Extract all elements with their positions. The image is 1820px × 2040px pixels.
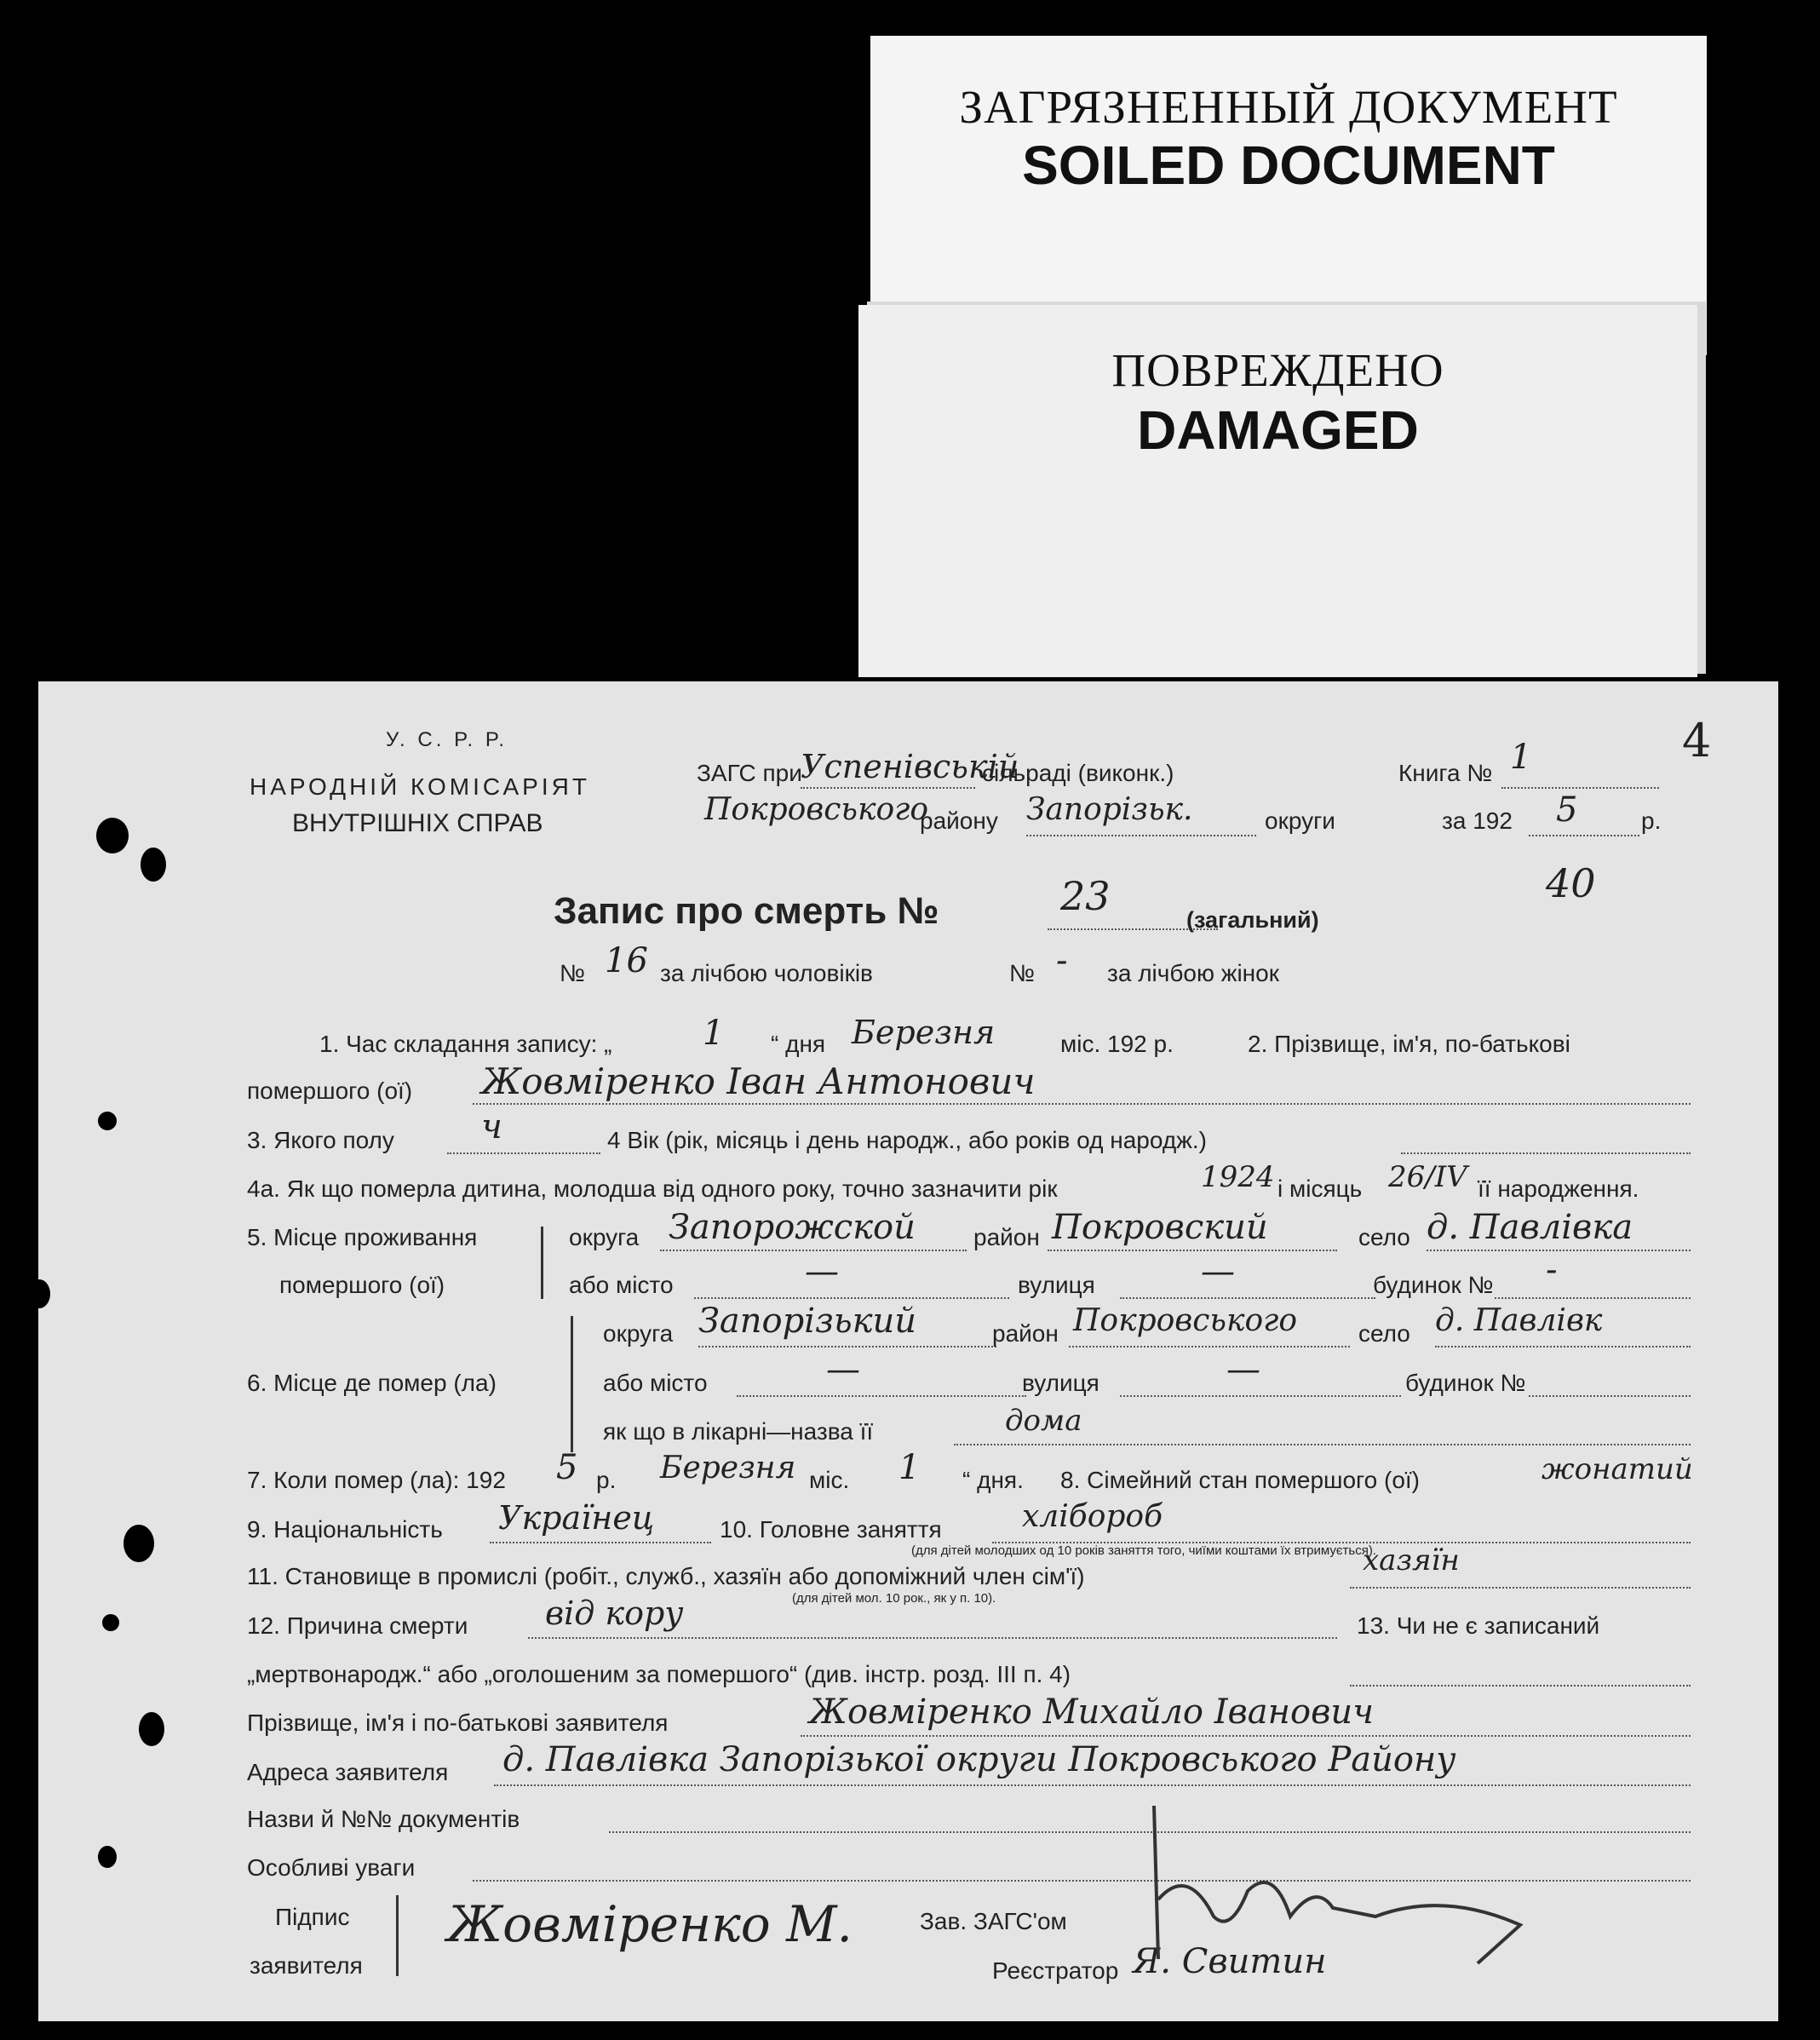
field-5-house-label: будинок № — [1373, 1272, 1494, 1298]
field-6-raion-value: Покровського — [1073, 1303, 1298, 1338]
okrug-value: Запорізьк. — [1026, 792, 1193, 827]
year-prefix: за 192 — [1442, 807, 1513, 834]
record-number: 23 — [1060, 873, 1111, 919]
okrug-label: округи — [1265, 807, 1335, 834]
punch-hole — [98, 1112, 117, 1130]
punch-hole — [139, 1712, 164, 1746]
field-7-dnya: “ дня. — [962, 1467, 1024, 1493]
field-5-raion-value: Покровский — [1052, 1208, 1268, 1247]
men-number: 16 — [605, 941, 648, 980]
field-12-value: від кору — [545, 1595, 684, 1632]
field-2-label: 2. Прізвище, ім'я, по-батькові — [1248, 1031, 1570, 1057]
women-no-label: № — [1009, 960, 1036, 986]
field-11-note: (для дітей мол. 10 рок., як у п. 10). — [792, 1591, 996, 1606]
punch-hole — [123, 1525, 154, 1562]
field-4a-end: її народження. — [1478, 1175, 1639, 1202]
field-11-label: 11. Становище в промислі (робіт., служб., хазяїн або допоміжний член сім'ї) — [247, 1563, 1085, 1589]
applicant-label: Прізвище, ім'я і по-батькові заявителя — [247, 1710, 669, 1736]
field-1-day: 1 — [703, 1014, 725, 1053]
signature-brace — [396, 1895, 399, 1976]
punch-hole — [102, 1614, 119, 1631]
field-4-label: 4 Вік (рік, місяць і день народж., або років од народж.) — [607, 1127, 1207, 1153]
field-7-label: 7. Коли помер (ла): 192 — [247, 1467, 506, 1493]
field-3-label: 3. Якого полу — [247, 1127, 394, 1153]
damaged-label-en: DAMAGED — [1137, 399, 1419, 461]
address-label: Адреса заявителя — [247, 1759, 449, 1785]
year-value: 5 — [1556, 790, 1578, 830]
field-6-street-value: — — [1226, 1350, 1260, 1389]
field-4a-label: 4а. Як що померла дитина, молодша від одного року, точно зазначити рік — [247, 1175, 1058, 1202]
field-6-selo-label: село — [1358, 1320, 1410, 1347]
field-4a-month: 26/IV — [1388, 1160, 1467, 1194]
field-8-value: жонатий — [1542, 1452, 1693, 1486]
council-label: сільраді (виконк.) — [982, 760, 1174, 786]
field-7-r: р. — [596, 1467, 617, 1493]
field-5-city-value: — — [805, 1252, 839, 1291]
field-6-brace — [571, 1316, 573, 1452]
registrar-signature: Я. Свитин — [1133, 1942, 1327, 1981]
field-7-day: 1 — [899, 1448, 921, 1487]
field-5-okrug-value: Запорожской — [669, 1208, 916, 1247]
field-1-month: Березня — [852, 1014, 996, 1051]
book-label: Книга № — [1398, 760, 1493, 786]
field-6-city-label: або місто — [603, 1370, 708, 1396]
punch-hole — [96, 818, 129, 853]
documents-label: Назви й №№ документів — [247, 1806, 520, 1832]
field-6-house-label: будинок № — [1405, 1370, 1526, 1396]
field-13-label-b: „мертвонародж.“ або „оголошеним за помершого“ (див. інстр. розд. III п. 4) — [247, 1661, 1071, 1687]
head-zags-label: Зав. ЗАГС'ом — [920, 1908, 1067, 1934]
applicant-signature-label-2: заявителя — [250, 1952, 363, 1979]
field-4a-mid: і місяць — [1277, 1175, 1363, 1202]
record-title: Запис про смерть № — [554, 890, 939, 932]
field-9-value: Українец — [498, 1499, 655, 1537]
field-6-label: 6. Місце де помер (ла) — [247, 1370, 497, 1396]
registrar-label: Реєстратор — [992, 1957, 1119, 1984]
field-7-year: 5 — [556, 1448, 578, 1487]
notes-label: Особливі уваги — [247, 1854, 416, 1881]
field-5-okrug-label: округа — [569, 1224, 640, 1250]
soiled-label-en: SOILED DOCUMENT — [1022, 135, 1555, 196]
field-5-selo-label: село — [1358, 1224, 1410, 1250]
damaged-label-ru: ПОВРЕЖДЕНО — [1111, 344, 1444, 396]
field-5-raion-label: район — [973, 1224, 1040, 1250]
applicant-signature: Жовміренко М. — [447, 1895, 853, 1953]
field-6-hospital-value: дома — [1005, 1404, 1082, 1438]
field-5-label: 5. Місце проживання — [247, 1224, 478, 1250]
applicant-value: Жовміренко Михайло Іванович — [809, 1692, 1375, 1732]
field-6-raion-label: район — [992, 1320, 1059, 1347]
year-suffix: р. — [1641, 807, 1662, 834]
field-5-street-value: — — [1201, 1252, 1235, 1291]
zags-at-label: ЗАГС при — [697, 760, 802, 786]
field-6-city-value: — — [826, 1350, 860, 1389]
women-number: - — [1056, 941, 1068, 980]
address-value: д. Павлівка Запорізької округи Покровського Району — [502, 1740, 1456, 1779]
men-no-label: № — [560, 960, 586, 986]
field-8-label: 8. Сімейний стан помершого (ої) — [1060, 1467, 1420, 1493]
field-7-month: Березня — [660, 1451, 796, 1485]
book-value: 1 — [1510, 738, 1532, 777]
corner-number-1: 4 — [1682, 714, 1712, 767]
field-6-okrug-value: Запорізький — [698, 1302, 917, 1341]
field-5-city-label: або місто — [569, 1272, 674, 1298]
district-value: Покровського — [704, 792, 929, 827]
commissariat-line-1: НАРОДНІЙ КОМІСАРІЯТ — [250, 773, 590, 800]
district-label: району — [920, 807, 998, 834]
field-10-note: (для дітей молодших од 10 років заняття того, чиїми коштами їх втримується). — [911, 1543, 1376, 1558]
field-6-street-label: вулиця — [1022, 1370, 1099, 1396]
field-1-day-suffix: “ дня — [771, 1031, 826, 1057]
field-11-value: хазяїн — [1363, 1543, 1460, 1577]
field-1-label: 1. Час складання запису: „ — [319, 1031, 612, 1057]
death-record-form — [38, 681, 1778, 2021]
corner-number-2: 40 — [1546, 860, 1596, 906]
field-10-label: 10. Головне заняття — [720, 1516, 942, 1543]
general-label: (загальний) — [1186, 907, 1319, 933]
field-9-label: 9. Національність — [247, 1516, 443, 1543]
field-6-hospital-label: як що в лікарні—назва її — [603, 1418, 874, 1445]
field-1-year: міс. 192 р. — [1060, 1031, 1174, 1057]
field-5-street-label: вулиця — [1018, 1272, 1095, 1298]
field-6-okrug-label: округа — [603, 1320, 674, 1347]
applicant-signature-label-1: Підпис — [275, 1904, 350, 1930]
field-5-brace — [541, 1227, 543, 1299]
field-7-mis: міс. — [809, 1467, 850, 1493]
punch-hole — [28, 1279, 50, 1308]
field-5-label-b: помершого (ої) — [279, 1272, 445, 1298]
field-3-value: ч — [481, 1107, 502, 1146]
zags-at-value: Успенівській — [801, 748, 1019, 785]
field-5-selo-value: д. Павлівка — [1427, 1208, 1633, 1247]
field-5-house-value: - — [1546, 1250, 1558, 1290]
women-label: за лічбою жінок — [1107, 960, 1279, 986]
damaged-document-card — [858, 305, 1697, 677]
soiled-label-ru: ЗАГРЯЗНЕННЫЙ ДОКУМЕНТ — [959, 81, 1618, 133]
punch-hole — [141, 848, 166, 882]
field-12-label: 12. Причина смерти — [247, 1612, 468, 1639]
ussr-label: У. С. Р. Р. — [386, 728, 508, 751]
field-4a-year: 1924 — [1201, 1160, 1275, 1194]
field-10-value: хлібороб — [1022, 1499, 1163, 1534]
punch-hole — [98, 1846, 117, 1868]
field-2-value: Жовміренко Іван Антонович — [481, 1060, 1036, 1102]
field-13-label: 13. Чи не є записаний — [1357, 1612, 1600, 1639]
field-6-selo-value: д. Павлівк — [1435, 1303, 1603, 1338]
field-2-label-b: помершого (ої) — [247, 1077, 413, 1104]
men-label: за лічбою чоловіків — [660, 960, 873, 986]
head-signature-scribble — [1120, 1789, 1546, 1985]
commissariat-line-2: ВНУТРІШНІХ СПРАВ — [292, 809, 543, 837]
